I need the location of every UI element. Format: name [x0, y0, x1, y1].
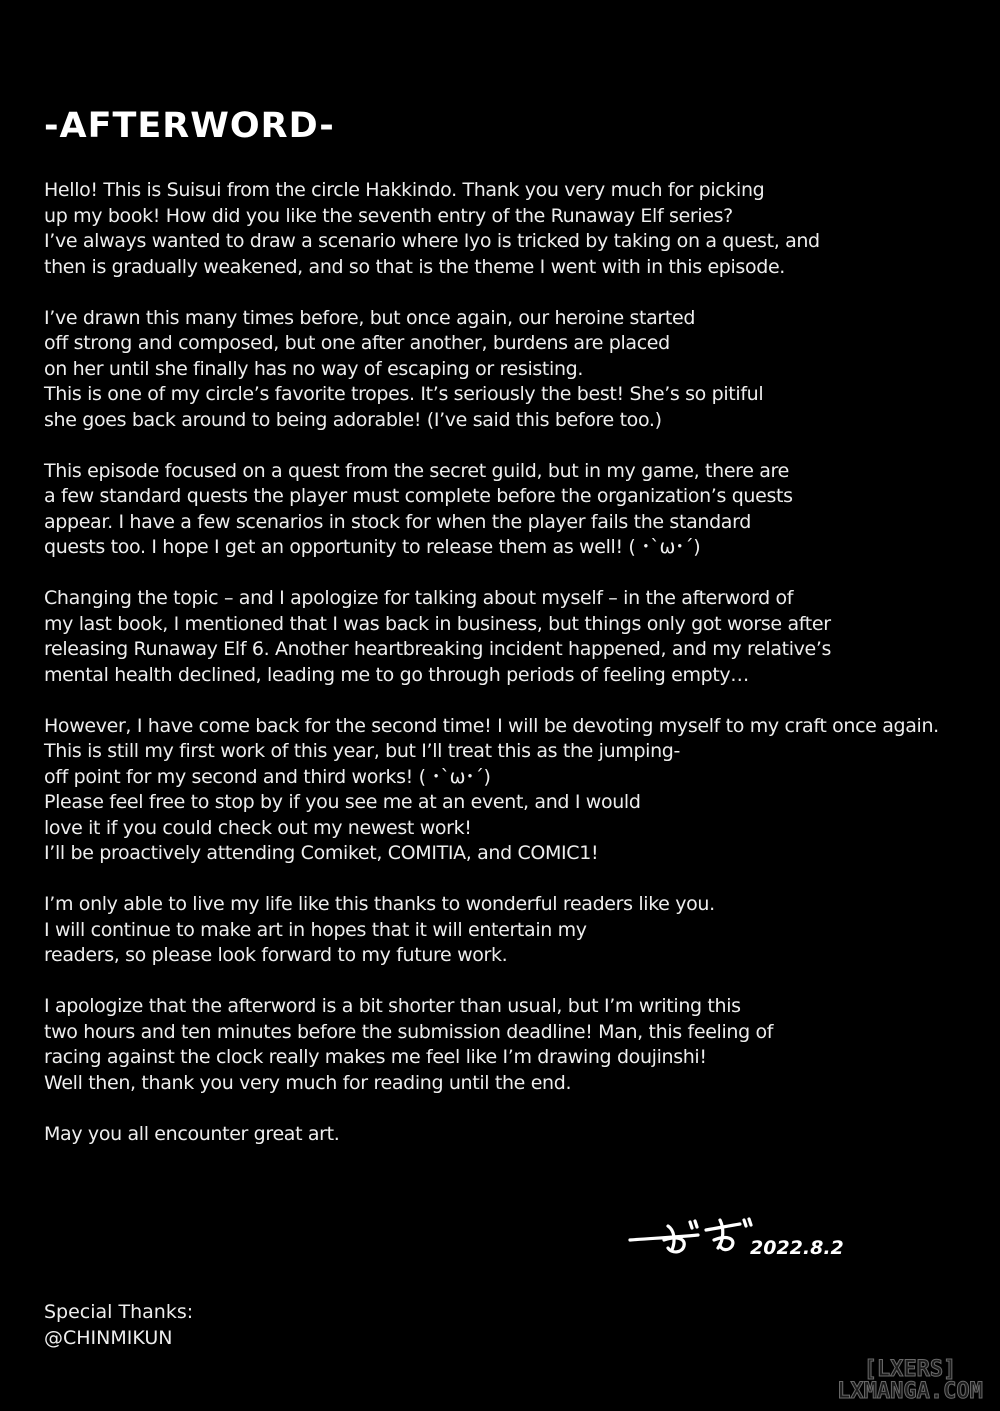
paragraph: [44, 1122, 984, 1148]
text-line: I’ll be proactively attending Comiket, COMITIA, and COMIC1!: [44, 842, 599, 864]
text-line: releasing Runaway Elf 6. Another heartbreaking incident happened, and my relative’s: [44, 638, 832, 660]
text-line: love it if you could check out my newest work!: [44, 816, 472, 839]
text-line: she goes back around to being adorable! (I’ve said this before too.): [44, 408, 662, 431]
text-line: two hours and ten minutes before the submission deadline! Man, this feeling of: [44, 1020, 774, 1043]
signature-date: 2022.8.2: [750, 1237, 844, 1259]
text-line: appear. I have a few scenarios in stock for when the player fails the standard: [44, 510, 751, 533]
text-line: I’m only able to live my life like this thanks to wonderful readers like you.: [44, 893, 715, 915]
watermark: [830, 1359, 990, 1403]
paragraph: [44, 178, 984, 280]
text-line: off point for my second and third works! ( ･`ω･´): [44, 765, 491, 788]
text-line: readers, so please look forward to my future work.: [44, 944, 508, 966]
watermark-line: [LXERS]: [863, 1357, 957, 1382]
text-line: However, I have come back for the second time! I will be devoting myself to my craft once again.: [44, 714, 939, 737]
handwritten-signature: [628, 1210, 858, 1260]
text-line: Well then, thank you very much for reading until the end.: [44, 1071, 572, 1094]
text-line: I will continue to make art in hopes that it will entertain my: [44, 918, 587, 941]
text-line: mental health declined, leading me to go through periods of feeling empty…: [44, 663, 749, 686]
paragraph: [44, 306, 984, 434]
paragraph: [44, 892, 984, 969]
text-line: Changing the topic – and I apologize for talking about myself – in the afterword of: [44, 587, 794, 609]
text-line: This episode focused on a quest from the secret guild, but in my game, there are: [44, 459, 789, 482]
text-line: on her until she finally has no way of escaping or resisting.: [44, 357, 584, 380]
text-line: May you all encounter great art.: [44, 1122, 340, 1145]
text-line: off strong and composed, but one after another, burdens are placed: [44, 332, 670, 354]
text-line: This is one of my circle’s favorite tropes. It’s seriously the best! She’s so pitiful: [44, 383, 764, 405]
text-line: up my book! How did you like the seventh entry of the Runaway Elf series?: [44, 204, 733, 227]
paragraph: [44, 714, 984, 867]
text-line: Hello! This is Suisui from the circle Hakkindo. Thank you very much for picking: [44, 179, 765, 201]
page-title: -AFTERWORD-: [44, 106, 335, 146]
watermark-line: LXMANGA.COM: [837, 1379, 983, 1404]
special-thanks-label: Special Thanks:: [44, 1301, 194, 1323]
text-line: quests too. I hope I get an opportunity to release them as well! ( ･`ω･´): [44, 536, 701, 558]
text-line: Please feel free to stop by if you see me at an event, and I would: [44, 791, 641, 813]
paragraph: [44, 994, 984, 1096]
afterword-body: [44, 178, 984, 1173]
text-line: a few standard quests the player must complete before the organization’s quests: [44, 485, 793, 507]
text-line: I’ve drawn this many times before, but once again, our heroine started: [44, 306, 696, 329]
text-line: I apologize that the afterword is a bit shorter than usual, but I’m writing this: [44, 995, 741, 1017]
paragraph: [44, 586, 984, 688]
special-thanks: [44, 1300, 193, 1351]
paragraph: [44, 459, 984, 561]
text-line: I’ve always wanted to draw a scenario where Iyo is tricked by taking on a quest, and: [44, 230, 820, 252]
text-line: This is still my first work of this year, but I’ll treat this as the jumping-: [44, 740, 681, 762]
special-thanks-name: @CHINMIKUN: [44, 1326, 173, 1349]
text-line: then is gradually weakened, and so that is the theme I went with in this episode.: [44, 255, 785, 278]
text-line: my last book, I mentioned that I was back in business, but things only got worse after: [44, 612, 831, 635]
text-line: racing against the clock really makes me feel like I’m drawing doujinshi!: [44, 1046, 707, 1068]
